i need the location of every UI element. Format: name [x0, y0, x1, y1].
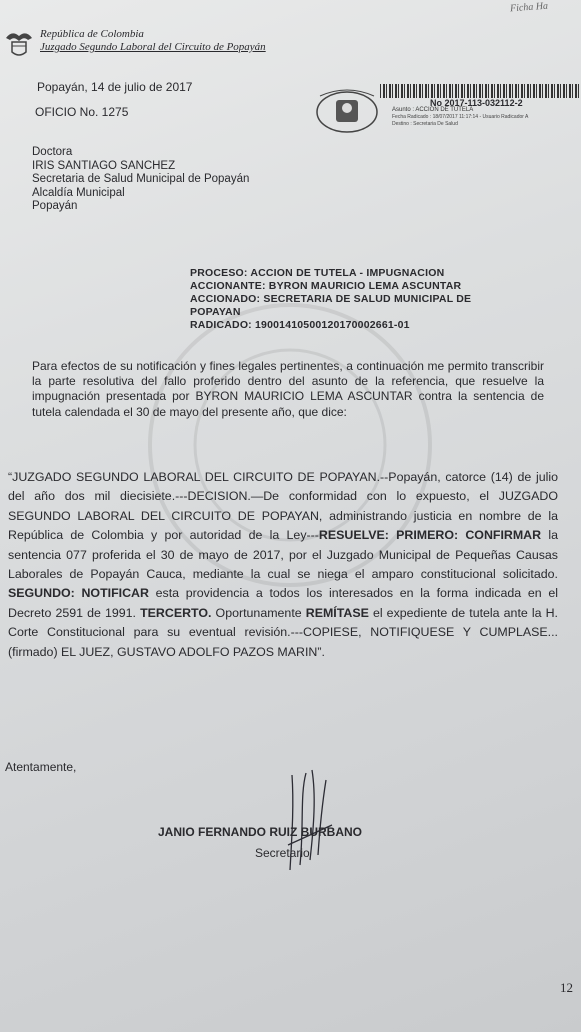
stamp-asunto: Asunto : ACCION DE TUTELA	[392, 107, 474, 113]
quote-bold-4: REMÍTASE	[305, 605, 369, 620]
handwritten-corner-note: Ficha Ha	[509, 0, 549, 15]
page-number: 12	[560, 980, 573, 995]
institution-name: República de Colombia	[40, 28, 144, 40]
case-radicado: RADICADO: 19001410500120170002661-01	[190, 319, 410, 331]
quote-bold-1: RESUELVE: PRIMERO: CONFIRMAR	[318, 528, 542, 543]
municipal-seal-icon	[312, 86, 382, 136]
quote-text-4: Oportunamente	[211, 605, 306, 620]
recipient-city: Popayán	[32, 200, 78, 212]
recipient-office: Alcaldía Municipal	[32, 186, 125, 199]
case-defendant: ACCIONADO: SECRETARIA DE SALUD MUNICIPAL DE	[190, 293, 472, 305]
quote-text-1: “JUZGADO SEGUNDO LABORAL DEL CIRCUITO DE POPAYAN.--Popayán, catorce (14) de julio del año dos mil diecisiete.---DECISION.—De conformidad con lo expuesto, el JUZGADO SEGUNDO LABORAL DEL CIRCUITO DE POPAYAN, administrando justicia en nombre de la República de Colombia y por autoridad de la Ley---	[8, 470, 558, 543]
quoted-resolution	[8, 468, 558, 662]
quote-text-5: el expediente de tutela ante la H. Corte Constitucional para su eventual revisión.---COPIESE, NOTIFIQUESE Y CUMPLASE...(firmado) EL JUEZ, GUSTAVO ADOLFO PAZOS MARIN”.	[8, 605, 558, 659]
letter-date: Popayán, 14 de julio de 2017	[37, 80, 193, 94]
quote-bold-2: SEGUNDO: NOTIFICAR	[8, 586, 149, 601]
intro-paragraph: Para efectos de su notificación y fines legales pertinentes, a continuación me permito transcribir la parte resolutiva del fallo proferido dentro del asunto de la referencia, que resuelve la impugnación presentada por BYRON MAURICIO LEMA ASCUNTAR contra la sentencia de tutela calendada el 30 de mayo del presente año, que dice:	[32, 359, 544, 419]
barcode	[380, 84, 580, 98]
recipient-name: IRIS SANTIAGO SANCHEZ	[32, 159, 176, 172]
quote-text-2: la sentencia 077 proferida el 30 de mayo de 2017, por el Juzgado Municipal de Pequeñas Causas Laborales de Popayán Cauca, mediante la cual se niega el amparo constitucional solicitado.	[8, 528, 558, 582]
recipient-position: Secretaria de Salud Municipal de Popayán	[32, 173, 250, 185]
case-process: PROCESO: ACCION DE TUTELA - IMPUGNACION	[190, 267, 445, 279]
stamp-number: No 2017-113-032112-2	[430, 98, 523, 108]
recipient-block	[32, 146, 249, 214]
stamp-fecha: Fecha Radicado : 18/07/2017 11:17:14 - Usuario Radicador A	[392, 114, 529, 120]
signer-name: JANIO FERNANDO RUIZ BURBANO	[158, 825, 362, 839]
quote-text-3: esta providencia a todos los interesados en la forma indicada en el Decreto 2591 de 1991.	[8, 586, 558, 620]
oficio-number: OFICIO No. 1275	[35, 105, 129, 119]
case-reference	[190, 267, 471, 332]
stamp-destino: Destino : Secretaria De Salud	[392, 121, 458, 127]
case-plaintiff: ACCIONANTE: BYRON MAURICIO LEMA ASCUNTAR	[190, 280, 462, 292]
court-name: Juzgado Segundo Laboral del Circuito de Popayán	[40, 41, 266, 53]
colombia-crest-icon	[2, 28, 36, 60]
closing: Atentamente,	[5, 760, 77, 774]
recipient-title: Doctora	[32, 146, 73, 158]
signer-role: Secretario	[255, 846, 310, 860]
quote-bold-3: TERCERTO.	[140, 605, 212, 620]
case-defendant-cont: POPAYAN	[190, 306, 241, 318]
